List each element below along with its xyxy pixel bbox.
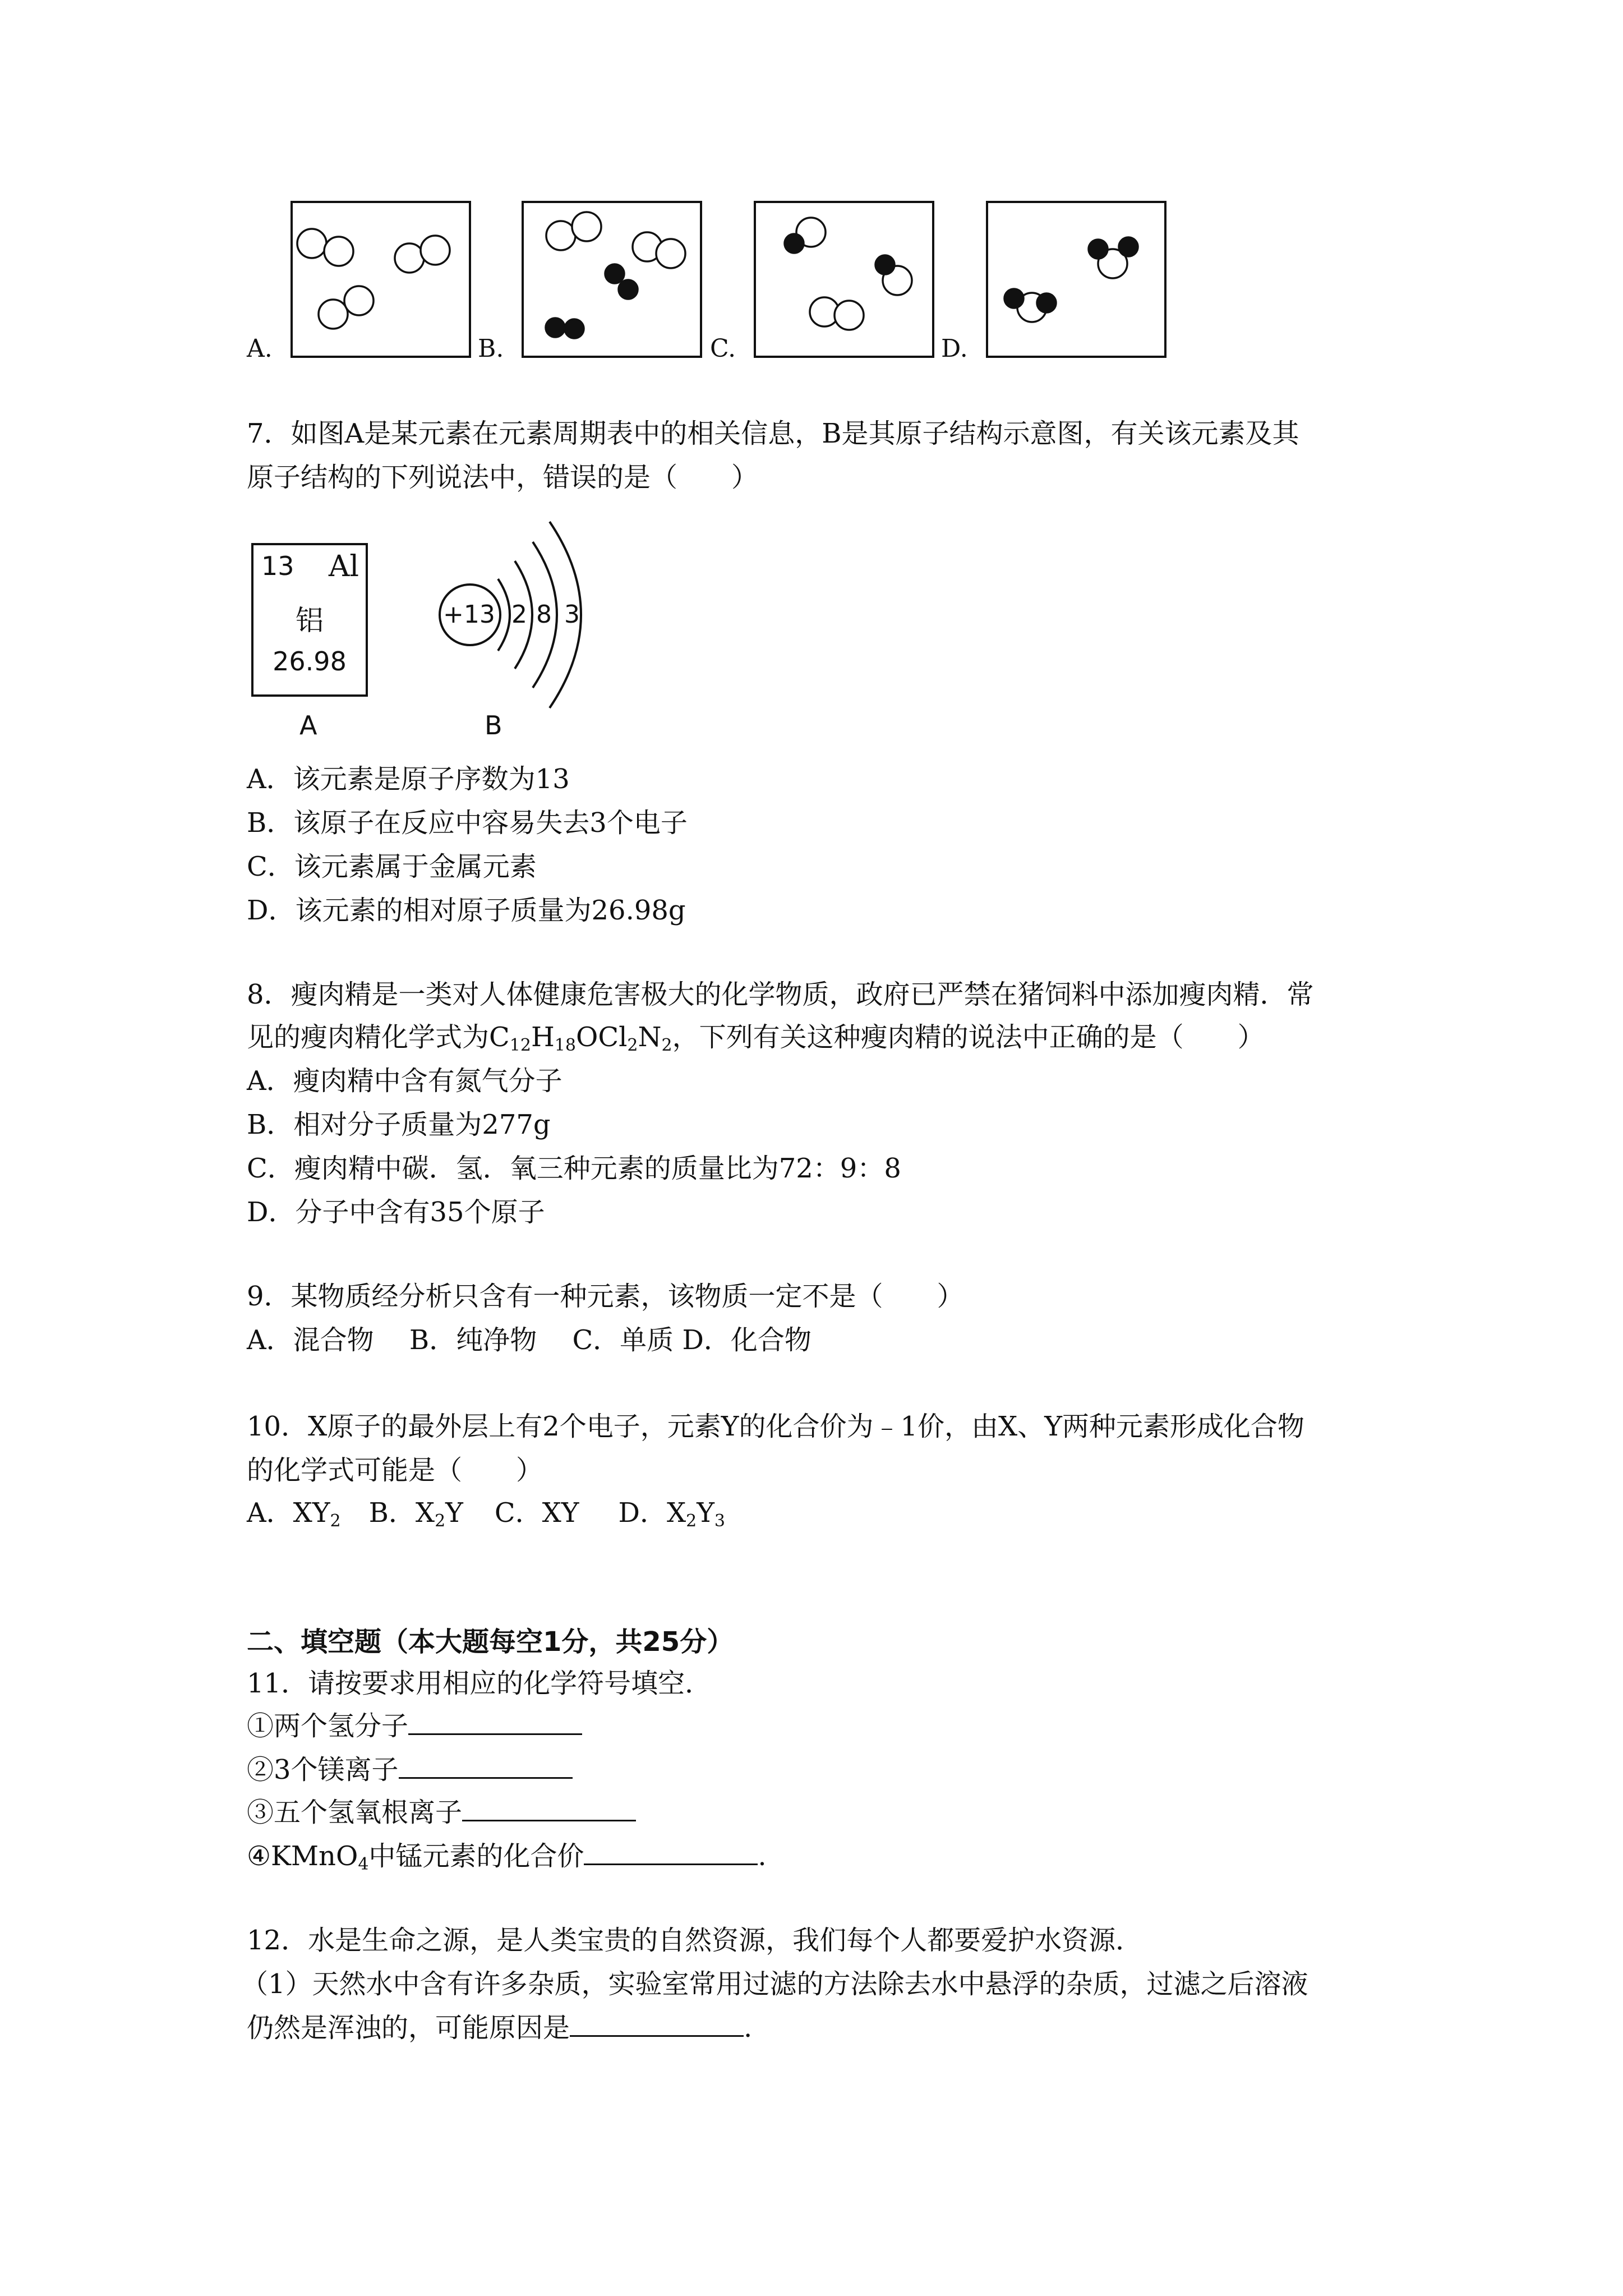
q8-stem-pre: 见的瘦肉精化学式为 [247,1022,490,1053]
q11-item2: ②3个镁离子 [247,1752,573,1787]
element-atomic-number: 13 [261,551,294,581]
q10-stem-line1: 10．X原子的最外层上有2个电子，元素Y的化合价为﹣1价，由X、Y两种元素形成化合物 [247,1411,1304,1442]
q12-blank1[interactable] [570,2010,744,2037]
element-name: 铝 [296,604,324,637]
element-atomic-mass: 26.98 [273,646,347,677]
q8-option-a[interactable]: A．瘦肉精中含有氮气分子 [247,1065,562,1097]
q9-options[interactable]: A．混合物 B．纯净物 C．单质 D．化合物 [247,1324,811,1356]
q6-option-d-label[interactable]: D. [941,334,968,363]
shell-electrons-3: 3 [564,600,580,629]
q7-option-d[interactable]: D．该元素的相对原子质量为26.98g [247,895,686,926]
section2-title: 二、填空题（本大题每空1分，共25分） [247,1626,734,1658]
q10-stem-line2: 的化学式可能是（ ） [247,1455,543,1486]
q10-option-b[interactable]: B．$X_2Y$ [368,1497,463,1531]
q11-blank1[interactable] [408,1709,582,1735]
q12-stem: 12．水是生命之源，是人类宝贵的自然资源，我们每个人都要爱护水资源． [247,1925,1143,1956]
q7-option-a[interactable]: A．该元素是原子序数为13 [247,763,570,795]
q11-stem: 11．请按要求用相应的化学符号填空． [247,1668,712,1699]
q10-option-a[interactable]: A．$XY_2$ [247,1497,341,1531]
shell-electrons-1: 2 [511,600,527,629]
shell-electrons-2: 8 [536,600,552,629]
q8-option-c[interactable]: C．瘦肉精中碳．氢．氧三种元素的质量比为72：9：8 [247,1153,901,1184]
q11-item3: ③五个氢氧根离子 [247,1795,636,1830]
q10-option-d[interactable]: D．$X_2Y_3$ [618,1497,725,1531]
q11-item1: ①两个氢分子 [247,1709,582,1743]
q7-atom-diagram [0,0,1623,785]
q8-option-b[interactable]: B．相对分子质量为277g [247,1109,551,1140]
nucleus-charge: +13 [443,600,495,629]
q8-option-d[interactable]: D．分子中含有35个原子 [247,1197,545,1228]
q10-option-c[interactable]: C．XY [494,1497,579,1529]
q7-figure-b-label: B [485,710,502,740]
q8-stem-line2 [247,1020,1265,1055]
q10-options [247,1496,725,1530]
q7-stem-line2: 原子结构的下列说法中，错误的是（ ） [247,462,759,493]
q11-blank3[interactable] [462,1795,636,1821]
q12-part1-line2: 仍然是浑浊的，可能原因是 . [247,2010,752,2045]
q7-figure-a-label: A [299,710,317,740]
q11-item4: ④KMnO$_4$中锰元素的化合价 . [247,1839,767,1874]
q8-formula: $C_{12}H_{18}OCl_2N_2$ [489,1022,672,1055]
q6-option-b-label[interactable]: B. [478,334,504,363]
q6-option-c-label[interactable]: C. [710,334,736,363]
q8-stem-post: ，下列有关这种瘦肉精的说法中正确的是（ ） [672,1022,1265,1053]
q8-stem-line1: 8．瘦肉精是一类对人体健康危害极大的化学物质，政府已严禁在猪饲料中添加瘦肉精．常 [247,979,1314,1010]
q7-option-b[interactable]: B．该原子在反应中容易失去3个电子 [247,807,688,839]
q12-part1-line1: （1）天然水中含有许多杂质，实验室常用过滤的方法除去水中悬浮的杂质，过滤之后溶液 [241,1968,1308,2000]
q11-blank4[interactable] [584,1839,758,1865]
q11-blank2[interactable] [399,1752,573,1779]
q7-stem-line1: 7．如图A是某元素在元素周期表中的相关信息，B是其原子结构示意图，有关该元素及其 [247,418,1299,449]
q9-stem: 9．某物质经分析只含有一种元素，该物质一定不是（ ） [247,1281,964,1312]
q6-option-a-label[interactable]: A. [247,334,273,363]
element-symbol: Al [328,550,359,583]
q7-option-c[interactable]: C．该元素属于金属元素 [247,851,537,882]
